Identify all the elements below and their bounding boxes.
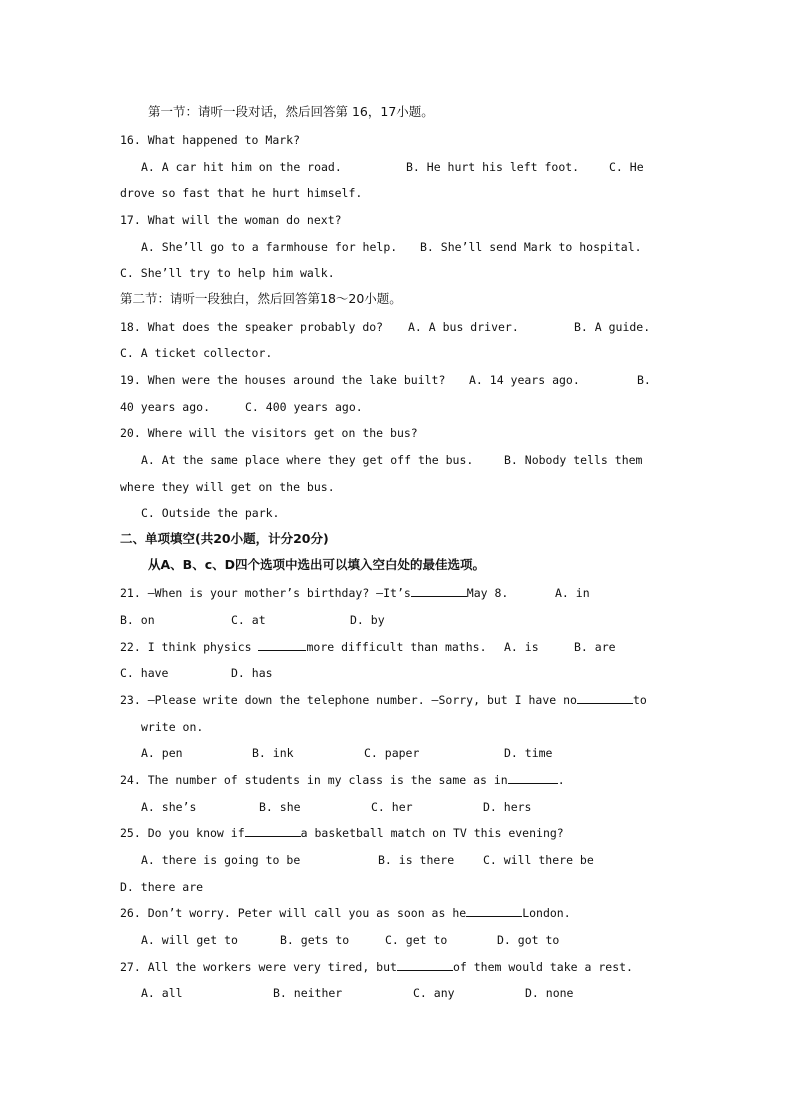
stem-text: 21. —When is your mother’s birthday? —It’s [120, 586, 411, 600]
option-23c: C. paper [364, 746, 420, 760]
option-27c: C. any [413, 986, 455, 1000]
option-21b: B. on [120, 613, 155, 627]
answer-blank [258, 640, 306, 651]
option-23b: B. ink [252, 746, 294, 760]
section-heading-listening-1: 第一节：请听一段对话，然后回答第 16，17小题。 [148, 104, 434, 119]
question-stem-24 [120, 773, 565, 787]
section-heading-listening-2: 第二节：请听一段独白，然后回答第18～20小题。 [120, 291, 402, 306]
option-19b: B. [637, 373, 651, 387]
stem-text: 23. —Please write down the telephone number. —Sorry, but I have no [120, 693, 577, 707]
option-22a: A. is [504, 640, 539, 654]
option-27d: D. none [525, 986, 574, 1000]
option-25a: A. there is going to be [141, 853, 301, 867]
option-24c: C. her [371, 800, 413, 814]
stem-text: 22. I think physics [120, 640, 259, 654]
option-16b: B. He hurt his left foot. [406, 160, 580, 174]
option-26d: D. got to [497, 933, 560, 947]
stem-text: 27. All the workers were very tired, but [120, 960, 397, 974]
stem-text: a basketball match on TV this evening? [300, 826, 564, 840]
question-stem-22 [120, 640, 487, 654]
option-17a: A. She’ll go to a farmhouse for help. [141, 240, 398, 254]
option-22d: D. has [231, 666, 273, 680]
stem-text: more difficult than maths. [306, 640, 487, 654]
option-20c: C. Outside the park. [141, 506, 280, 520]
option-26a: A. will get to [141, 933, 238, 947]
option-22b: B. are [574, 640, 616, 654]
answer-blank [577, 693, 633, 704]
option-18a: A. A bus driver. [408, 320, 519, 334]
question-stem-17: 17. What will the woman do next? [120, 213, 342, 227]
stem-text: of them would take a rest. [452, 960, 633, 974]
option-26b: B. gets to [280, 933, 350, 947]
option-16c: C. He [609, 160, 644, 174]
stem-text: 26. Don’t worry. Peter will call you as soon as he [120, 906, 467, 920]
option-24d: D. hers [483, 800, 532, 814]
section-heading-grammar: 二、单项填空(共20小题，计分20分) [120, 531, 329, 546]
question-stem-25 [120, 826, 564, 840]
option-25b: B. is there [378, 853, 455, 867]
option-18b: B. A guide. [574, 320, 651, 334]
option-23d: D. time [504, 746, 553, 760]
option-21a: A. in [555, 586, 590, 600]
option-27b: B. neither [273, 986, 343, 1000]
question-stem-26 [120, 906, 571, 920]
question-stem-27 [120, 960, 633, 974]
stem-text: to [632, 693, 647, 707]
question-stem-23 [120, 693, 647, 707]
question-stem-19: 19. When were the houses around the lake built? [120, 373, 446, 387]
answer-blank [466, 906, 522, 917]
option-24a: A. she’s [141, 800, 197, 814]
option-23a: A. pen [141, 746, 183, 760]
option-19b-continued: 40 years ago. [120, 400, 211, 414]
option-19c: C. 400 years ago. [245, 400, 363, 414]
question-stem-18: 18. What does the speaker probably do? [120, 320, 384, 334]
option-21d: D. by [350, 613, 385, 627]
stem-text: London. [522, 906, 571, 920]
option-20a: A. At the same place where they get off the bus. [141, 453, 474, 467]
answer-blank [411, 586, 467, 597]
question-stem-20: 20. Where will the visitors get on the bus? [120, 426, 418, 440]
stem-text: 25. Do you know if [120, 826, 245, 840]
option-16a: A. A car hit him on the road. [141, 160, 342, 174]
option-18c: C. A ticket collector. [120, 346, 273, 360]
option-26c: C. get to [385, 933, 448, 947]
option-19a: A. 14 years ago. [469, 373, 580, 387]
question-stem-21 [120, 586, 508, 600]
answer-blank [508, 773, 558, 784]
option-22c: C. have [120, 666, 169, 680]
option-16c-continued: drove so fast that he hurt himself. [120, 186, 363, 200]
stem-text: . [557, 773, 565, 787]
option-25c: C. will there be [483, 853, 594, 867]
option-17c: C. She’ll try to help him walk. [120, 266, 335, 280]
stem-text: 24. The number of students in my class is the same as in [120, 773, 508, 787]
question-stem-16: 16. What happened to Mark? [120, 133, 301, 147]
answer-blank [245, 826, 301, 837]
option-24b: B. she [259, 800, 301, 814]
option-20b-continued: where they will get on the bus. [120, 480, 335, 494]
question-stem-23-continued: write on. [141, 720, 204, 734]
option-17b: B. She’ll send Mark to hospital. [420, 240, 642, 254]
option-21c: C. at [231, 613, 266, 627]
stem-text: May 8. [466, 586, 509, 600]
section-instruction: 从A、B、c、D四个选项中选出可以填入空白处的最佳选项。 [148, 557, 485, 572]
option-27a: A. all [141, 986, 183, 1000]
answer-blank [397, 960, 453, 971]
option-25d: D. there are [120, 880, 204, 894]
option-20b: B. Nobody tells them [504, 453, 643, 467]
